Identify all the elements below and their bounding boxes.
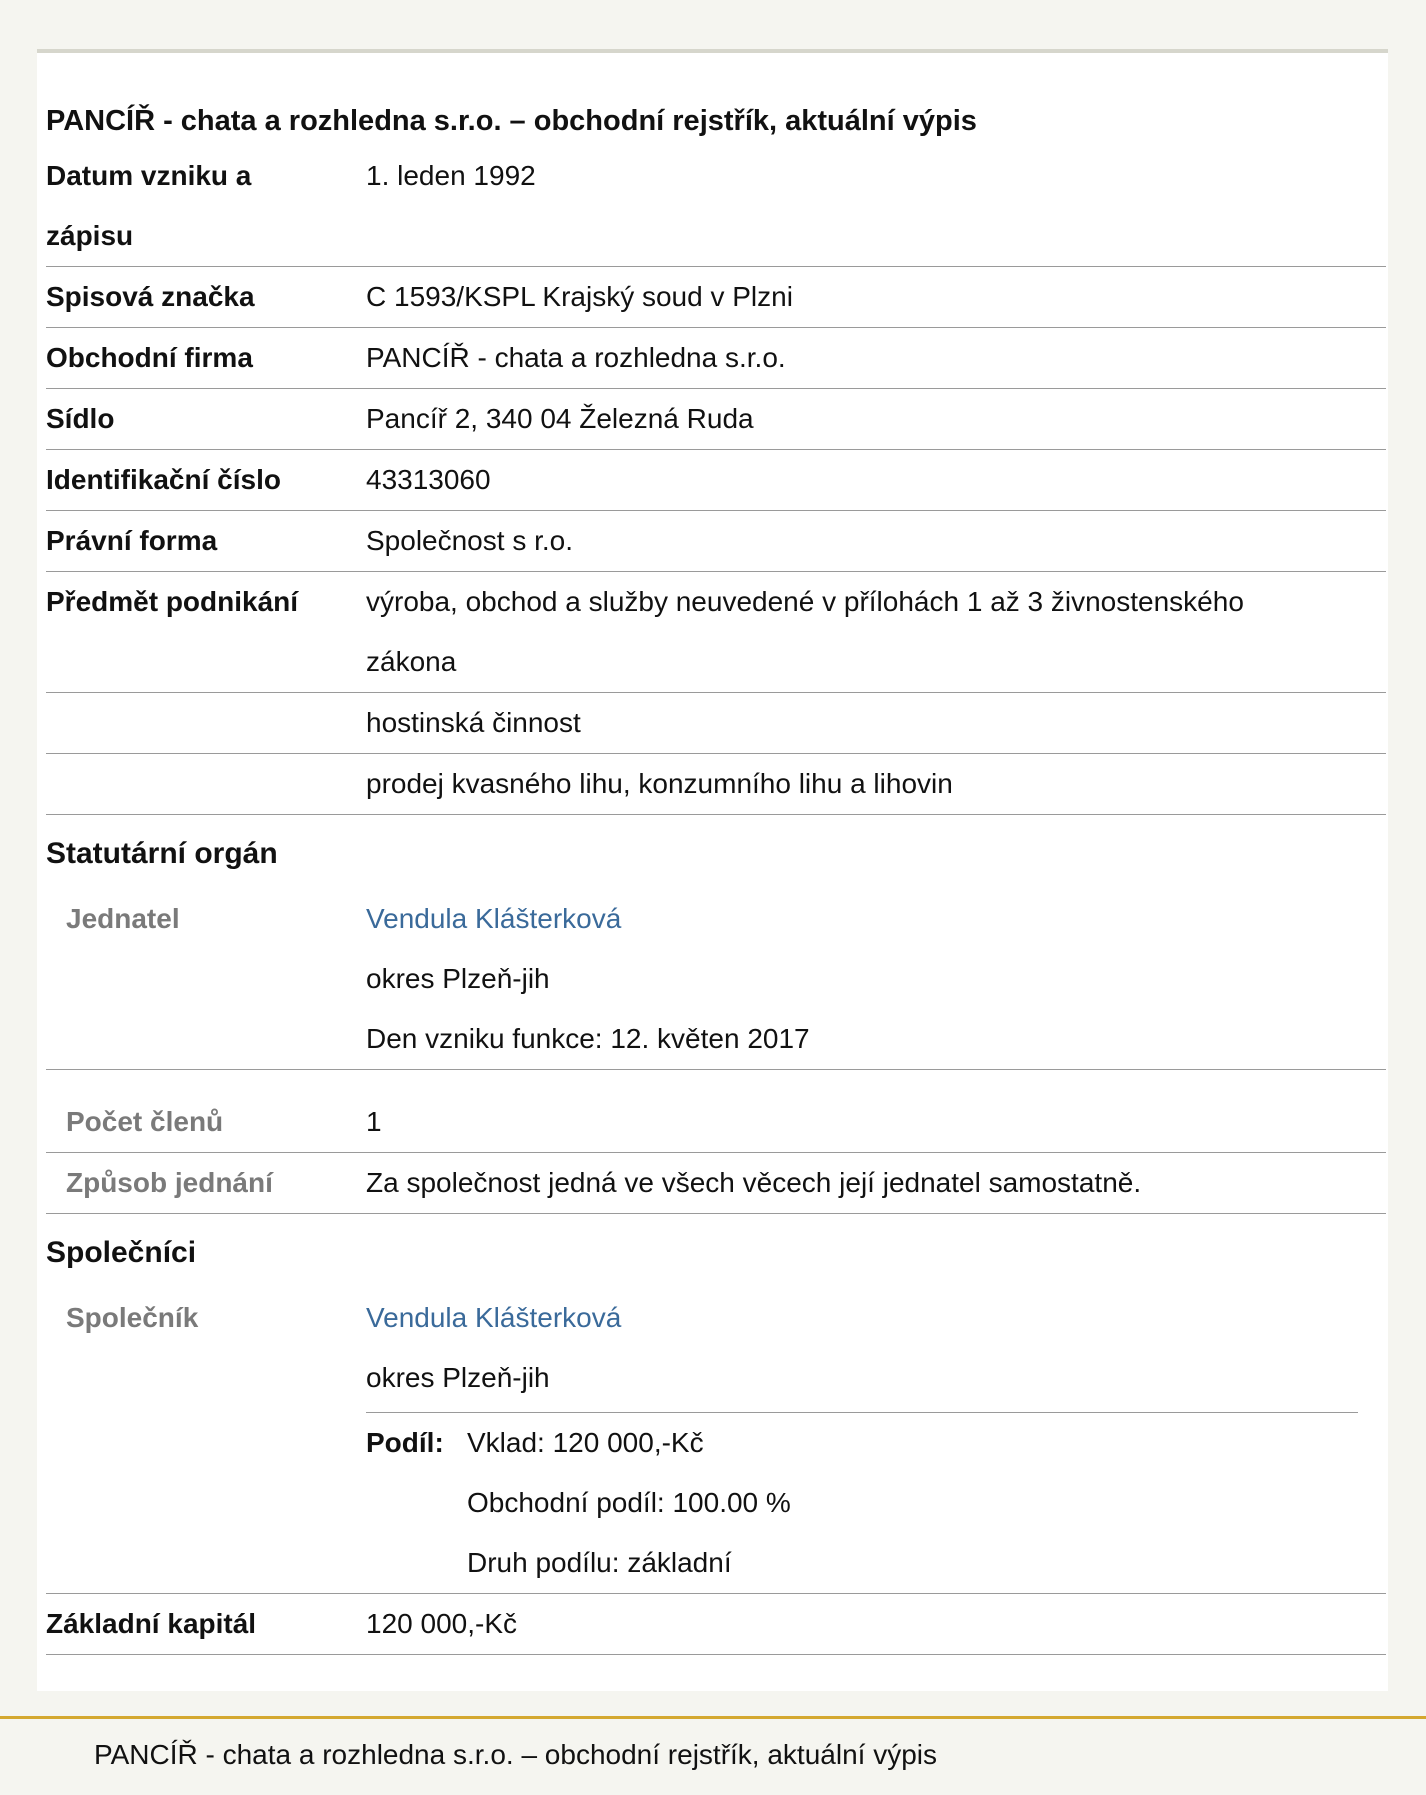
partner-label: Společník xyxy=(66,1302,199,1333)
business-activity-item: výroba, obchod a služby neuvedené v přílohách 1 až 3 živnostenského zákona xyxy=(366,586,1244,677)
executive-district: okres Plzeň-jih xyxy=(366,963,550,994)
executive-name-link[interactable]: Vendula Klášterková xyxy=(366,903,622,934)
partner-details xyxy=(366,1288,1386,1593)
row-business-name xyxy=(46,328,1386,389)
partner-district: okres Plzeň-jih xyxy=(366,1362,550,1393)
executive-details xyxy=(366,889,1386,1069)
capital-label: Základní kapitál xyxy=(46,1608,257,1639)
row-business-activity-3 xyxy=(46,754,1386,815)
acting-method-label: Způsob jednání xyxy=(66,1167,273,1198)
row-founding xyxy=(46,146,1386,267)
founding-value: 1. leden 1992 xyxy=(366,160,536,191)
business-activity-item: hostinská činnost xyxy=(366,707,581,738)
seat-label: Sídlo xyxy=(46,403,115,434)
share-label: Podíl: xyxy=(366,1427,444,1458)
row-capital xyxy=(46,1594,1386,1655)
row-executive xyxy=(46,889,1386,1070)
row-partner xyxy=(46,1288,1386,1594)
share-type: Druh podílu: základní xyxy=(467,1547,732,1578)
business-name-value: PANCÍŘ - chata a rozhledna s.r.o. xyxy=(366,342,786,373)
capital-value: 120 000,-Kč xyxy=(366,1608,517,1639)
page-title: PANCÍŘ - chata a rozhledna s.r.o. – obchodní rejstřík, aktuální výpis xyxy=(46,105,977,137)
footer-title: PANCÍŘ - chata a rozhledna s.r.o. – obchodní rejstřík, aktuální výpis xyxy=(94,1739,937,1770)
partner-share xyxy=(366,1412,1358,1593)
footer xyxy=(0,1716,1426,1795)
member-count-value: 1 xyxy=(366,1106,382,1137)
registry-content xyxy=(46,96,1386,1655)
id-number-label: Identifikační číslo xyxy=(46,464,281,495)
id-number-value: 43313060 xyxy=(366,464,491,495)
seat-value: Pancíř 2, 340 04 Železná Ruda xyxy=(366,403,754,434)
row-member-count xyxy=(46,1070,1386,1153)
share-details xyxy=(467,1413,791,1593)
statutory-body-heading: Statutární orgán xyxy=(46,837,278,870)
row-legal-form xyxy=(46,511,1386,572)
row-business-activity-2 xyxy=(46,693,1386,754)
acting-method-value: Za společnost jedná ve všech věcech její jednatel samostatně. xyxy=(366,1167,1142,1198)
file-number-label: Spisová značka xyxy=(46,281,255,312)
executive-label: Jednatel xyxy=(66,903,180,934)
business-activity-item: prodej kvasného lihu, konzumního lihu a lihovin xyxy=(366,768,953,799)
empty-label xyxy=(46,754,366,814)
file-number-value: C 1593/KSPL Krajský soud v Plzni xyxy=(366,281,793,312)
registry-card xyxy=(37,49,1388,1691)
business-activity-label: Předmět podnikání xyxy=(46,586,299,617)
founding-label xyxy=(46,146,366,266)
legal-form-value: Společnost s r.o. xyxy=(366,525,574,556)
row-file-number xyxy=(46,267,1386,328)
share-deposit: Vklad: 120 000,-Kč xyxy=(467,1427,704,1458)
executive-function-start: Den vzniku funkce: 12. květen 2017 xyxy=(366,1023,810,1054)
share-business-share: Obchodní podíl: 100.00 % xyxy=(467,1487,791,1518)
business-name-label: Obchodní firma xyxy=(46,342,253,373)
row-business-activity xyxy=(46,572,1386,693)
partner-name-link[interactable]: Vendula Klášterková xyxy=(366,1302,622,1333)
row-seat xyxy=(46,389,1386,450)
partners-heading: Společníci xyxy=(46,1236,197,1269)
legal-form-label: Právní forma xyxy=(46,525,218,556)
founding-label-text: Datum vzniku a zápisu xyxy=(46,160,252,251)
empty-label xyxy=(46,693,366,753)
row-acting-method xyxy=(46,1153,1386,1214)
member-count-label: Počet členů xyxy=(66,1106,224,1137)
row-id-number xyxy=(46,450,1386,511)
